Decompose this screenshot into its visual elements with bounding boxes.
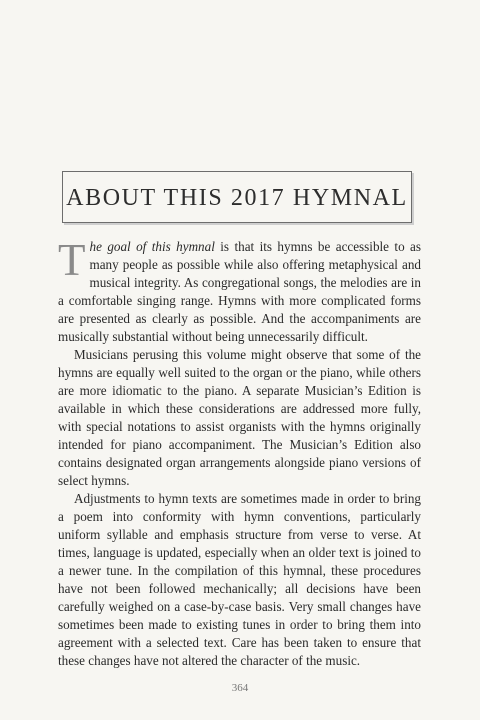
paragraph-1 <box>58 235 422 346</box>
section-title-box <box>62 171 412 223</box>
paragraph-1-lead-in: he goal of this hymnal <box>89 239 215 254</box>
paragraph-2: Musicians perusing this volume might observe that some of the hymns are equally well suited to the organ or the piano, while others are more idiomatic to the piano. A separate Musician’s Edition is available in which these considerations are addressed more fully, with special notations to assist organists with the hymns originally intended for piano accompaniment. The Musician’s Edition also contains designated organ arrangements alongside piano versions of select hymns. <box>58 347 421 488</box>
body-text <box>58 235 422 670</box>
paragraph-3: Adjustments to hymn texts are sometimes made in order to bring a poem into conformity with hymn conventions, particularly uniform syllable and emphasis structure from verse to verse. At times, language is updated, especially when an older text is joined to a newer tune. In the compilation of this hymnal, these procedures have not been followed mechanically; all decisions have been carefully weighed on a case-by-case basis. Very small changes have sometimes been made to existing tunes in order to bring them into agreement with a selected text. Care has been taken to ensure that these changes have not altered the character of the music. <box>58 491 421 668</box>
drop-cap: T <box>58 235 86 285</box>
page-number: 364 <box>231 682 249 694</box>
paragraph-1-text: is that its hymns be accessible to as many people as possible while also offering metaphysical and musical integrity. As congregational songs, the melodies are in a comfortable singing range. Hymns with more complicated forms are presented as clearly as possible. And the accompaniments are musically substantial without being unnecessarily difficult. <box>58 239 422 344</box>
section-title: ABOUT THIS 2017 HYMNAL <box>66 184 408 211</box>
